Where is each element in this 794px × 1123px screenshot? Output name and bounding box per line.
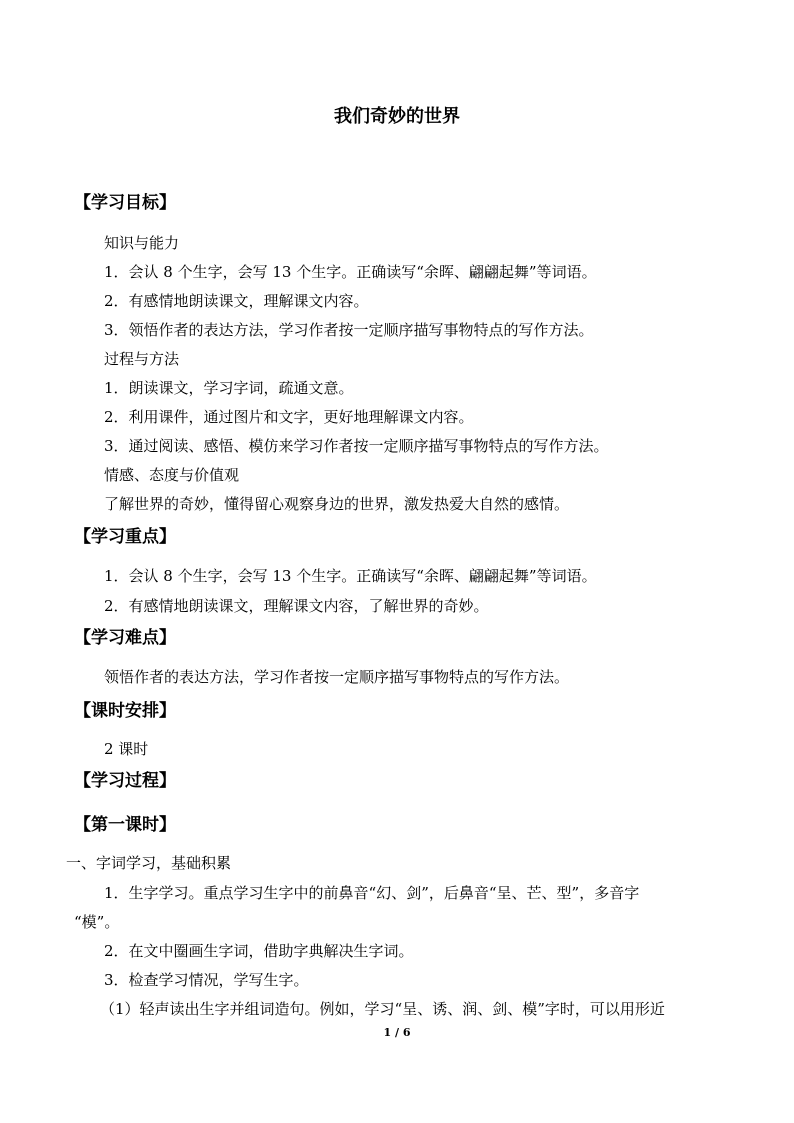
goal-item: 3．通过阅读、感悟、模仿来学习作者按一定顺序描写事物特点的写作方法。 (104, 437, 609, 455)
subheading-knowledge: 知识与能力 (104, 234, 180, 252)
lesson-item: 1．生字学习。重点学习生字中的前鼻音“幻、剑”，后鼻音“呈、芒、型”，多音字 (104, 884, 640, 902)
section-heading-key: 【学习重点】 (74, 527, 176, 547)
lesson-part-heading: 一、字词学习，基础积累 (66, 854, 232, 872)
goal-item: 2．有感情地朗读课文，理解课文内容。 (104, 292, 369, 310)
key-item: 2．有感情地朗读课文，理解课文内容，了解世界的奇妙。 (104, 597, 489, 615)
goal-item: 1．会认 8 个生字，会写 13 个生字。正确读写“余晖、翩翩起舞”等词语。 (104, 263, 597, 281)
subheading-emotion: 情感、态度与价值观 (104, 466, 240, 484)
subheading-process: 过程与方法 (104, 350, 180, 368)
section-heading-schedule: 【课时安排】 (74, 701, 176, 721)
difficulty-item: 领悟作者的表达方法，学习作者按一定顺序描写事物特点的写作方法。 (104, 668, 570, 686)
section-heading-process: 【学习过程】 (74, 771, 176, 791)
page-title: 我们奇妙的世界 (334, 106, 460, 127)
lesson-item-continuation: “模”。 (74, 913, 120, 931)
section-heading-difficulty: 【学习难点】 (74, 628, 176, 648)
lesson-item: 3．检查学习情况，学写生字。 (104, 971, 309, 989)
goal-item: 了解世界的奇妙，懂得留心观察身边的世界，激发热爱大自然的感情。 (104, 495, 570, 513)
lesson-item: 2．在文中圈画生字词，借助字典解决生字词。 (104, 942, 414, 960)
section-heading-lesson1: 【第一课时】 (74, 815, 176, 835)
lesson-item: （1）轻声读出生字并组词造句。例如，学习“呈、诱、润、剑、模”字时，可以用形近 (100, 1000, 665, 1018)
key-item: 1．会认 8 个生字，会写 13 个生字。正确读写“余晖、翩翩起舞”等词语。 (104, 567, 597, 585)
goal-item: 2．利用课件，通过图片和文字，更好地理解课文内容。 (104, 408, 474, 426)
goal-item: 1．朗读课文，学习字词，疏通文意。 (104, 379, 354, 397)
goal-item: 3．领悟作者的表达方法，学习作者按一定顺序描写事物特点的写作方法。 (104, 321, 594, 339)
section-heading-goals: 【学习目标】 (74, 193, 176, 213)
page-number: 1 / 6 (383, 1026, 411, 1039)
schedule-item: 2 课时 (104, 740, 149, 758)
